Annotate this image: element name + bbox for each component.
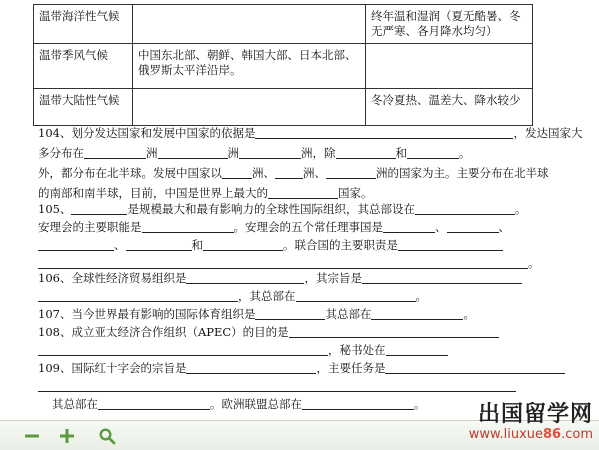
zoom-in-button[interactable] [58,427,76,445]
answer-blank [386,342,448,356]
site-watermark [469,403,593,443]
answer-blank [296,288,416,302]
question-text: 洲、 [252,166,275,180]
question-106-line [38,287,427,305]
question-text: 是规模最大和最有影响力的全球性国际组织，其总部设在 [127,202,415,216]
answer-blank [302,396,414,410]
answer-blank [186,270,304,284]
answer-blank [289,324,499,338]
question-text: ，其宗旨是 [304,271,362,285]
question-text: 、 [498,220,510,234]
answer-blank [326,165,376,179]
question-104-line [38,164,549,182]
question-text: 、 [114,238,126,252]
question-text: 和 [191,238,203,252]
answer-blank [38,288,238,302]
question-104-line [38,124,582,142]
question-text: 。安理会的五个常任理事国是 [233,220,383,234]
table-row [34,5,533,44]
question-text: 。 [463,307,475,321]
distribution-cell: 中国东北部、朝鲜、韩国大部、日本北部、俄罗斯太平洋沿岸。 [133,44,366,89]
question-text: 。 [414,397,426,411]
question-text: 洲、 [303,166,326,180]
answer-blank [186,360,316,374]
question-109-line [52,395,426,413]
answer-blank [268,185,338,199]
climate-table [33,4,533,126]
question-109-line [38,377,516,395]
question-text: 其总部在 [52,397,98,411]
question-text: ，主要任务是 [316,361,386,375]
question-text: 109、国际红十字会的宗旨是 [38,361,187,375]
question-text: 。 [415,289,427,303]
answer-blank [255,306,325,320]
search-icon [98,427,116,445]
answer-blank [398,237,503,251]
question-text: 。欧洲联盟总部在 [210,397,302,411]
question-text: 108、成立亚太经济合作组织（APEC）的目的是 [38,325,289,339]
question-106-line [38,269,522,287]
question-105-line [38,236,503,254]
feature-cell [366,44,533,89]
answer-blank [142,219,234,233]
question-109-line [38,359,565,377]
question-text: 洲 [146,146,158,160]
answer-blank [71,201,127,215]
answer-blank [336,145,396,159]
question-text: 。 [459,146,471,160]
answer-blank [38,342,328,356]
question-text: 、 [435,220,447,234]
question-107-line [38,305,475,323]
distribution-cell [133,5,366,44]
question-text: ，发达国家大 [513,126,583,140]
question-text: 洲的国家为主。主要分布在北半球 [376,166,549,180]
answer-blank [407,145,459,159]
answer-blank [158,145,228,159]
question-text: 104、划分发达国家和发展中国家的依据是 [38,126,256,140]
question-text: 的南部和南半球，目前，中国是世界上最大的 [38,186,268,200]
table-row [34,89,533,126]
answer-blank [239,145,301,159]
answer-blank [203,237,283,251]
answer-blank [385,360,565,374]
answer-blank [38,378,516,392]
question-text: 105、 [38,202,72,216]
zoom-out-button[interactable] [23,427,41,445]
watermark-url-suffix: .com [561,427,593,442]
question-text: 106、全球性经济贸易组织是 [38,271,187,285]
question-text: 洲，除 [301,146,336,160]
question-text: 外，都分布在北半球。发展中国家以 [38,166,222,180]
answer-blank [222,165,252,179]
answer-blank [275,165,303,179]
climate-type-cell: 温带季风气候 [34,44,133,89]
question-text: 国家。 [338,186,373,200]
question-text: ，其总部在 [238,289,296,303]
question-text: 和 [395,146,407,160]
answer-blank [255,125,513,139]
plus-icon [58,427,76,445]
question-105-line [38,200,526,218]
climate-type-cell: 温带大陆性气候 [34,89,133,126]
answer-blank [362,270,522,284]
minus-icon [23,427,41,445]
question-text: 多分布在 [38,146,84,160]
question-108-line [38,323,499,341]
answer-blank [371,306,463,320]
question-text: 。 [514,202,527,216]
answer-blank [415,201,515,215]
watermark-url-number: 86 [543,427,562,442]
table-row [34,44,533,89]
answer-blank [84,145,146,159]
distribution-cell [133,89,366,126]
answer-blank [383,219,435,233]
question-104-line [38,144,471,162]
answer-blank [38,255,528,269]
feature-cell: 冬冷夏热、温差大、降水较少 [366,89,533,126]
answer-blank [38,237,114,251]
feature-cell: 终年温和湿润（夏无酷暑、冬无严寒、各月降水均匀） [366,5,533,44]
watermark-title: 出国留学网 [477,402,593,427]
question-text: 。联合国的主要职责是 [283,238,398,252]
question-text: 107、当今世界最有影响的国际体育组织是 [38,307,256,321]
question-text: 其总部在 [325,307,372,321]
question-text: ，秘书处在 [328,343,386,357]
answer-blank [126,237,192,251]
question-105-line [38,218,510,236]
watermark-url-text: www.liuxue [468,427,543,442]
climate-type-cell: 温带海洋性气候 [34,5,133,44]
question-text: 。 [528,256,540,270]
answer-blank [98,396,210,410]
search-button[interactable] [98,427,116,445]
question-text: 安理会的主要职能是 [38,220,142,234]
watermark-url [469,427,593,443]
question-108-line [38,341,448,359]
question-text: 洲 [227,146,239,160]
answer-blank [447,219,499,233]
